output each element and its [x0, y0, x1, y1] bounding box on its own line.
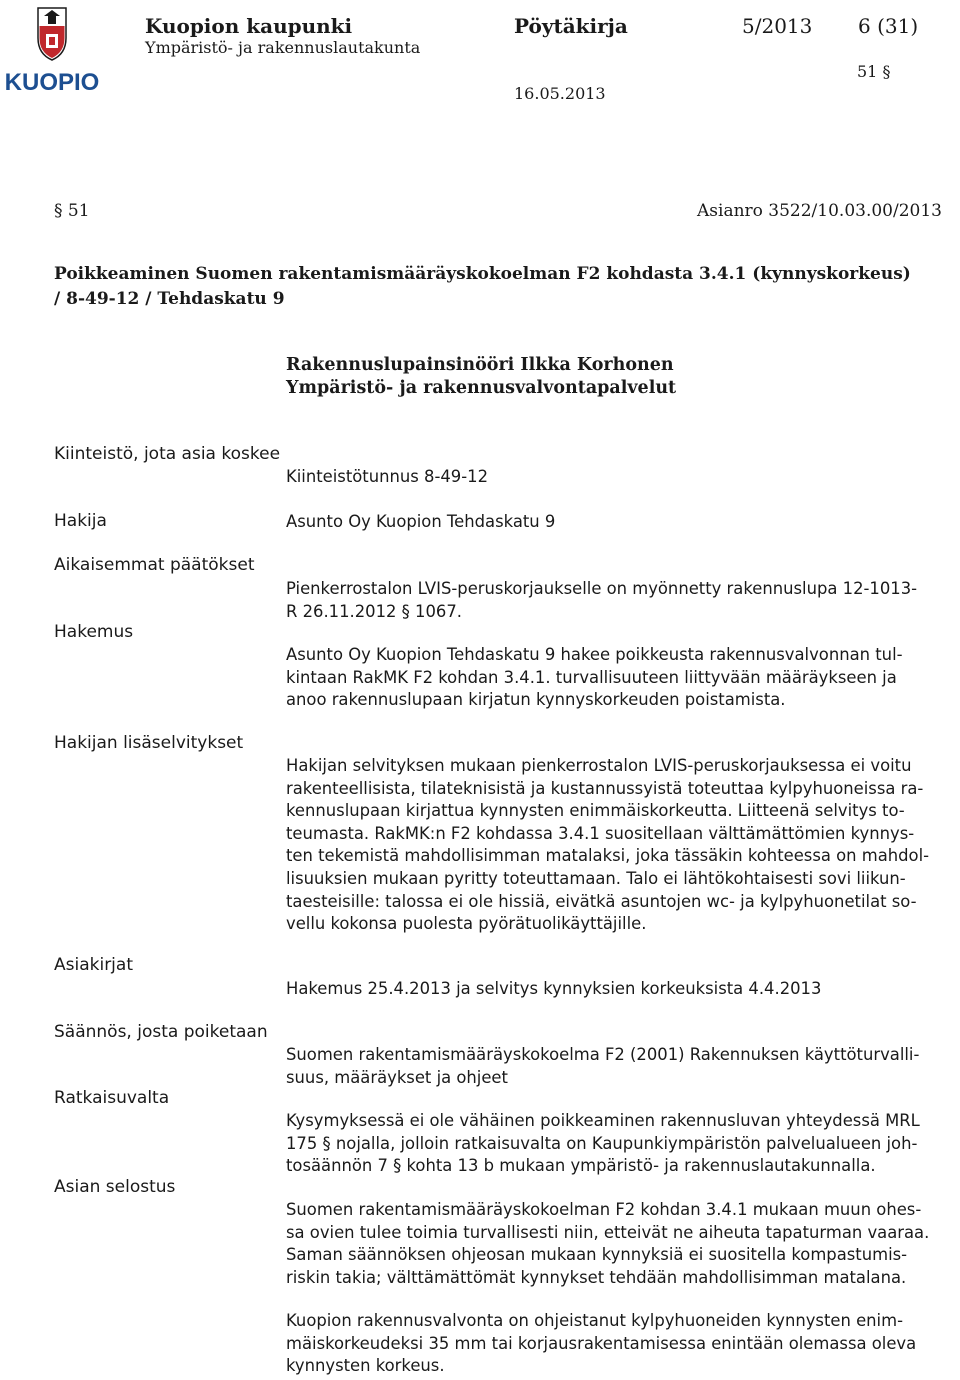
page-number: 6 (31) — [858, 14, 919, 38]
documents-text: Hakemus 25.4.2013 ja selvitys kynnyksien korkeuksista 4.4.2013 — [286, 979, 822, 998]
label-applicant: Hakija — [54, 511, 107, 531]
applicant-name: Asunto Oy Kuopion Tehdaskatu 9 — [286, 512, 556, 531]
section-number: § 51 — [54, 201, 90, 221]
kuopio-logo — [4, 4, 100, 96]
label-property: Kiinteistö, jota asia koskee — [54, 444, 281, 464]
organization-name: Kuopion kaupunki — [145, 14, 353, 38]
label-description: Asian selostus — [54, 1177, 176, 1197]
document-type: Pöytäkirja — [514, 14, 628, 38]
description-paragraph-2: Kuopion rakennusvalvonta on ohjeistanut kylpyhuoneiden kynnysten enim- mäiskorkeudeksi 35 mm tai korjausrakentamisessa enintään olemassa oleva kynnysten korkeus. — [286, 1311, 917, 1376]
section-reference: 51 § — [857, 62, 891, 81]
preparer-name: Rakennuslupainsinööri Ilkka Korhonen — [286, 355, 674, 375]
property-id: Kiinteistötunnus 8-49-12 — [286, 467, 489, 486]
coat-of-arms-icon — [4, 4, 100, 96]
rule-text: Suomen rakentamismääräyskokoelma F2 (2001) Rakennuksen käyttöturvalli- suus, määräykset ja ohjeet — [286, 1045, 920, 1087]
case-title-line-1: Poikkeaminen Suomen rakentamismääräyskokoelman F2 kohdasta 3.4.1 (kynnyskorkeus) — [54, 264, 911, 284]
previous-decisions-text: Pienkerrostalon LVIS-peruskorjaukselle on myönnetty rakennuslupa 12-1013- R 26.11.2012 § 1067. — [286, 579, 918, 621]
authority-text: Kysymyksessä ei ole vähäinen poikkeaminen rakennusluvan yhteydessä MRL 175 § nojalla, jolloin ratkaisuvalta on Kaupunkiympäristön palvelualueen joh- tosäännön 7 § kohta 13 b mukaan ympäristö- ja rakennuslautakunnalla. — [286, 1111, 920, 1176]
meeting-number: 5/2013 — [742, 14, 813, 38]
preparer-unit: Ympäristö- ja rakennusvalvontapalvelut — [286, 378, 677, 398]
label-application: Hakemus — [54, 622, 134, 642]
case-number: Asianro 3522/10.03.00/2013 — [697, 201, 942, 221]
meeting-date: 16.05.2013 — [514, 84, 606, 103]
application-text: Asunto Oy Kuopion Tehdaskatu 9 hakee poikkeusta rakennusvalvonnan tul- kintaan RakMK F2 kohdan 3.4.1. turvallisuuteen liittyvään määräykseen ja anoo rakennuslupaan kirjatun kynnyskorkeuden poistamista. — [286, 645, 903, 710]
label-previous-decisions: Aikaisemmat päätökset — [54, 555, 255, 575]
label-documents: Asiakirjat — [54, 955, 133, 975]
label-applicant-info: Hakijan lisäselvitykset — [54, 733, 244, 753]
logo-wordmark: KUOPIO — [4, 69, 100, 96]
applicant-info-text: Hakijan selvityksen mukaan pienkerrostalon LVIS-peruskorjauksessa ei voitu rakenteellisista, tilateknisistä ja kustannussyistä toteuttaa kylpyhuoneissa ra- kennuslupaan kirjattua kynnysten enimmäiskorkeutta. Liitteenä selvitys to- teumasta. RakMK:n F2 kohdassa 3.4.1 suositellaan välttämättömien kynnys- ten tekemistä mahdollisimman matalaksi, joka tässäkin kohteessa on mahdol- lisuuksien mukaan pyritty toteuttamaan. Talo ei lähtökohtaisesti sovi liikun- taesteisille: talossa ei ole hissiä, eivätkä asuntojen wc- ja kylpyhuonetilat so- vellu kokonsa puolesta pyörätuolikäyttäjille. — [286, 756, 930, 934]
label-rule: Säännös, josta poiketaan — [54, 1022, 268, 1042]
description-paragraph-1: Suomen rakentamismääräyskokoelman F2 kohdan 3.4.1 mukaan muun ohes- sa ovien tulee toimia turvallisesti niin, etteivät ne aiheuta tapaturman vaaraa. Saman säännöksen ohjeosan mukaan kynnyksiä ei suositella kompastumis- riskin takia; välttämättömät kynnykset tehdään mahdollisimman matalana. — [286, 1200, 930, 1287]
case-title-line-2: / 8-49-12 / Tehdaskatu 9 — [54, 289, 285, 309]
department-name: Ympäristö- ja rakennuslautakunta — [145, 38, 421, 57]
label-authority: Ratkaisuvalta — [54, 1088, 170, 1108]
